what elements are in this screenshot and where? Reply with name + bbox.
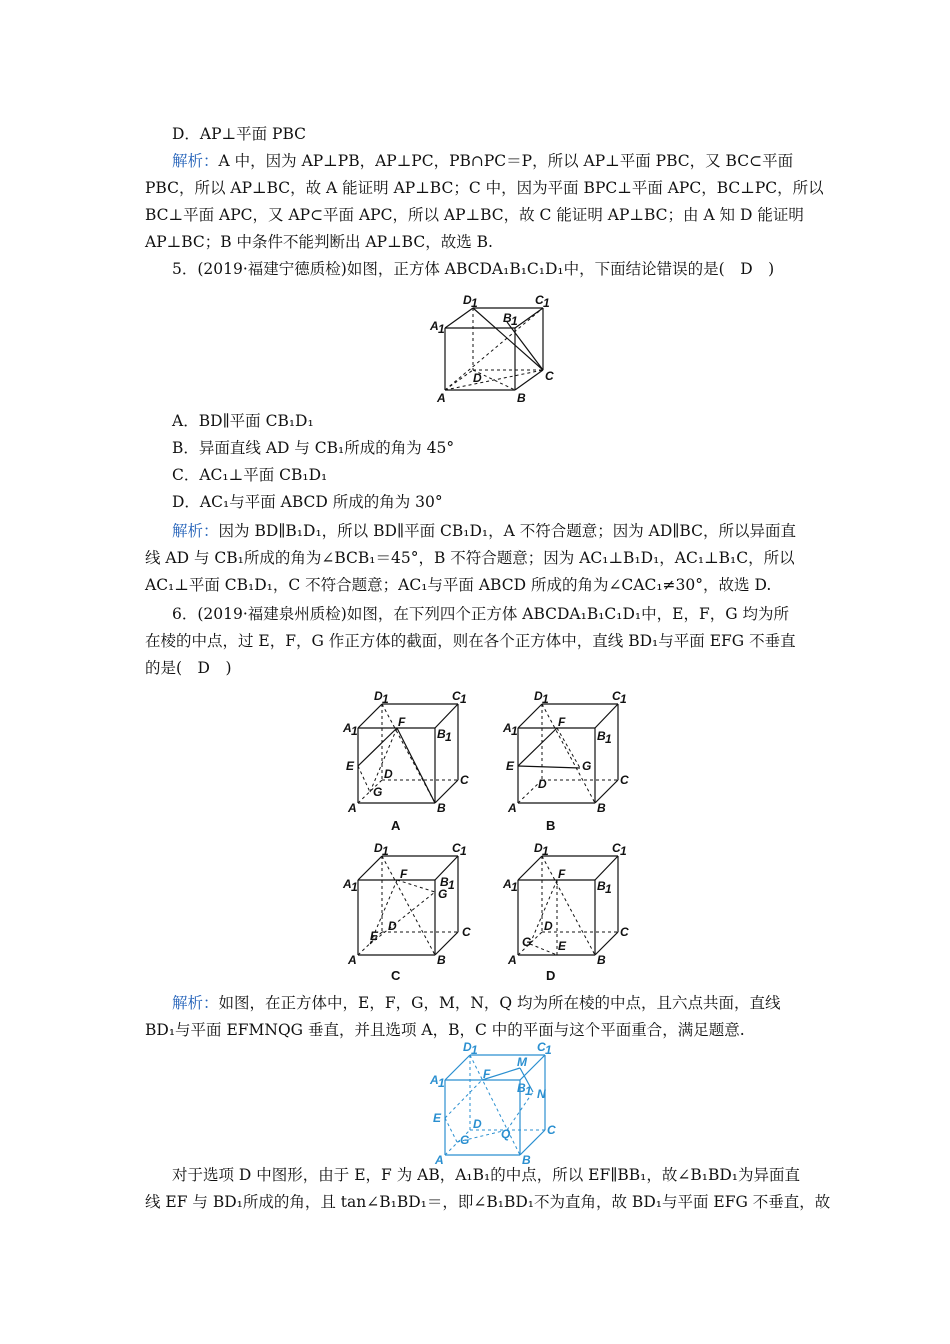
- analysis-line-4: AP⊥BC；B 中条件不能判断出 AP⊥BC，故选 B.: [145, 233, 493, 251]
- svg-text:D: D: [374, 689, 383, 703]
- svg-text:A: A: [348, 801, 357, 813]
- svg-text:D: D: [534, 841, 543, 855]
- analysis-line-1: [172, 151, 837, 171]
- svg-text:F: F: [558, 867, 566, 881]
- analysis-text: 因为 BD∥B₁D₁，所以 BD∥平面 CB₁D₁，A 不符合题意；因为 AD∥BC，所以异面直: [218, 522, 796, 540]
- svg-text:G: G: [522, 935, 532, 949]
- svg-text:C: C: [547, 1123, 556, 1137]
- svg-text:M: M: [517, 1055, 527, 1069]
- svg-text:1: 1: [620, 692, 627, 706]
- svg-text:1: 1: [351, 880, 358, 894]
- question-6-line-2: 在棱的中点，过 E，F，G 作正方体的截面，则在各个正方体中，直线 BD₁与平面 EFG 不垂直: [145, 632, 796, 650]
- svg-text:A: A: [343, 877, 352, 891]
- svg-text:A: A: [508, 801, 517, 813]
- caption-c: C: [391, 968, 401, 983]
- caption-d: D: [546, 968, 556, 983]
- analysis-text: 如图，在正方体中，E，F，G，M，N，Q 均为所在棱的中点，且六点共面，直线: [218, 994, 781, 1012]
- svg-text:A: A: [348, 953, 357, 965]
- svg-text:G: G: [460, 1133, 470, 1147]
- svg-text:A: A: [503, 721, 512, 735]
- svg-text:C: C: [545, 369, 554, 383]
- q5-option-b: B．异面直线 AD 与 CB₁所成的角为 45°: [172, 439, 455, 457]
- svg-text:C: C: [620, 925, 629, 939]
- svg-text:B: B: [597, 801, 606, 813]
- analysis-text: A 中，因为 AP⊥PB，AP⊥PC，PB∩PC＝P，所以 AP⊥平面 PBC，又 BC⊂平面: [218, 152, 794, 170]
- svg-text:C: C: [537, 1040, 546, 1054]
- svg-text:1: 1: [620, 844, 627, 858]
- svg-text:A: A: [343, 721, 352, 735]
- svg-text:1: 1: [542, 844, 549, 858]
- svg-text:B: B: [437, 727, 446, 741]
- svg-text:B: B: [503, 311, 512, 325]
- q6-analysis-line-2: BD₁与平面 EFMNQG 垂直，并且选项 A，B，C 中的平面与这个平面重合，满足题意.: [145, 1021, 745, 1039]
- svg-text:1: 1: [445, 730, 452, 744]
- svg-text:G: G: [438, 887, 448, 901]
- svg-text:1: 1: [471, 1043, 478, 1057]
- svg-text:B: B: [597, 879, 606, 893]
- svg-text:C: C: [612, 841, 621, 855]
- q5-option-c: C．AC₁⊥平面 CB₁D₁: [172, 466, 328, 484]
- cube-figure-c: [340, 840, 475, 965]
- svg-text:C: C: [452, 841, 461, 855]
- svg-text:B: B: [437, 801, 446, 813]
- svg-text:1: 1: [382, 844, 389, 858]
- caption-a: A: [391, 818, 401, 833]
- svg-text:C: C: [620, 773, 629, 787]
- cube-figure-b: [500, 688, 635, 813]
- svg-text:B: B: [517, 1081, 526, 1095]
- svg-text:1: 1: [511, 880, 518, 894]
- svg-text:F: F: [483, 1067, 491, 1081]
- svg-text:E: E: [346, 759, 355, 773]
- analysis-line-2: PBC，所以 AP⊥BC，故 A 能证明 AP⊥BC；C 中，因为平面 BPC⊥平面 APC，BC⊥PC，所以: [145, 179, 824, 197]
- q6-analysis-line-3: 对于选项 D 中图形，由于 E，F 为 AB，A₁B₁的中点，所以 EF∥BB₁，故∠B₁BD₁为异面直: [172, 1166, 801, 1184]
- svg-text:D: D: [463, 293, 472, 307]
- svg-text:G: G: [582, 759, 592, 773]
- svg-text:A: A: [430, 1073, 439, 1087]
- cube-figure-blue: [425, 1040, 565, 1165]
- cube-figure-q5: [425, 290, 565, 405]
- question-6-line-3: 的是( D ): [145, 659, 232, 677]
- q5-analysis-line-1: [172, 521, 837, 541]
- question-6: 6．(2019·福建泉州质检)如图，在下列四个正方体 ABCDA₁B₁C₁D₁中，E，F，G 均为所: [172, 605, 790, 623]
- svg-text:1: 1: [438, 1076, 445, 1090]
- svg-text:A: A: [437, 391, 446, 405]
- svg-text:D: D: [463, 1040, 472, 1054]
- svg-text:1: 1: [545, 1043, 552, 1057]
- cube-figure-a: [340, 688, 475, 813]
- cube-figure-d: [500, 840, 635, 965]
- svg-text:1: 1: [438, 322, 445, 336]
- svg-text:1: 1: [448, 878, 455, 892]
- svg-text:A: A: [508, 953, 517, 965]
- svg-text:1: 1: [543, 296, 550, 310]
- analysis-label: 解析：: [172, 152, 219, 170]
- svg-text:B: B: [437, 953, 446, 965]
- svg-text:D: D: [544, 919, 553, 933]
- svg-text:C: C: [612, 689, 621, 703]
- svg-text:E: E: [370, 929, 379, 943]
- svg-text:1: 1: [605, 732, 612, 746]
- svg-text:G: G: [373, 785, 383, 799]
- svg-text:1: 1: [511, 724, 518, 738]
- svg-text:C: C: [460, 773, 469, 787]
- q5-option-a: A．BD∥平面 CB₁D₁: [172, 412, 314, 430]
- analysis-label: 解析：: [172, 522, 219, 540]
- svg-text:D: D: [538, 777, 547, 791]
- q5-option-d: D．AC₁与平面 ABCD 所成的角为 30°: [172, 493, 443, 511]
- svg-text:1: 1: [382, 692, 389, 706]
- question-5: 5．(2019·福建宁德质检)如图，正方体 ABCDA₁B₁C₁D₁中，下面结论错误的是( D ): [172, 260, 775, 278]
- svg-text:A: A: [435, 1153, 444, 1165]
- svg-text:B: B: [597, 953, 606, 965]
- svg-text:B: B: [517, 391, 526, 405]
- svg-text:D: D: [473, 371, 482, 385]
- q5-analysis-line-2: 线 AD 与 CB₁所成的角为∠BCB₁＝45°，B 不符合题意；因为 AC₁⊥B₁D₁，AC₁⊥B₁C，所以: [145, 549, 795, 567]
- svg-text:B: B: [597, 729, 606, 743]
- svg-text:F: F: [400, 867, 408, 881]
- svg-text:D: D: [534, 689, 543, 703]
- svg-text:N: N: [537, 1087, 546, 1101]
- svg-text:Q: Q: [501, 1127, 511, 1141]
- q6-analysis-line-4: 线 EF 与 BD₁所成的角，且 tan∠B₁BD₁＝，即∠B₁BD₁不为直角，故 BD₁与平面 EFG 不垂直，故: [145, 1193, 831, 1211]
- svg-text:A: A: [503, 877, 512, 891]
- svg-text:D: D: [473, 1117, 482, 1131]
- svg-text:D: D: [384, 767, 393, 781]
- svg-text:D: D: [374, 841, 383, 855]
- svg-text:E: E: [433, 1111, 442, 1125]
- svg-text:D: D: [388, 919, 397, 933]
- q5-analysis-line-3: AC₁⊥平面 CB₁D₁，C 不符合题意；AC₁与平面 ABCD 所成的角为∠CAC₁≠30°，故选 D.: [145, 576, 772, 594]
- svg-text:1: 1: [351, 724, 358, 738]
- svg-text:E: E: [558, 939, 567, 953]
- svg-text:A: A: [430, 319, 439, 333]
- svg-text:B: B: [522, 1153, 531, 1165]
- svg-text:F: F: [558, 715, 566, 729]
- analysis-label: 解析：: [172, 994, 219, 1012]
- analysis-line-3: BC⊥平面 APC，又 AP⊂平面 APC，所以 AP⊥BC，故 C 能证明 AP⊥BC；由 A 知 D 能证明: [145, 206, 804, 224]
- option-d-prev: D．AP⊥平面 PBC: [172, 125, 307, 143]
- svg-text:F: F: [398, 715, 406, 729]
- svg-text:1: 1: [471, 296, 478, 310]
- svg-text:1: 1: [542, 692, 549, 706]
- svg-text:C: C: [535, 293, 544, 307]
- svg-text:E: E: [506, 759, 515, 773]
- svg-text:1: 1: [525, 1084, 532, 1098]
- caption-b: B: [546, 818, 556, 833]
- svg-text:1: 1: [511, 314, 518, 328]
- svg-text:C: C: [462, 925, 471, 939]
- svg-text:1: 1: [605, 882, 612, 896]
- svg-text:B: B: [440, 875, 449, 889]
- q6-analysis-line-1: [172, 993, 837, 1013]
- svg-text:1: 1: [460, 692, 467, 706]
- svg-text:1: 1: [460, 844, 467, 858]
- svg-text:C: C: [452, 689, 461, 703]
